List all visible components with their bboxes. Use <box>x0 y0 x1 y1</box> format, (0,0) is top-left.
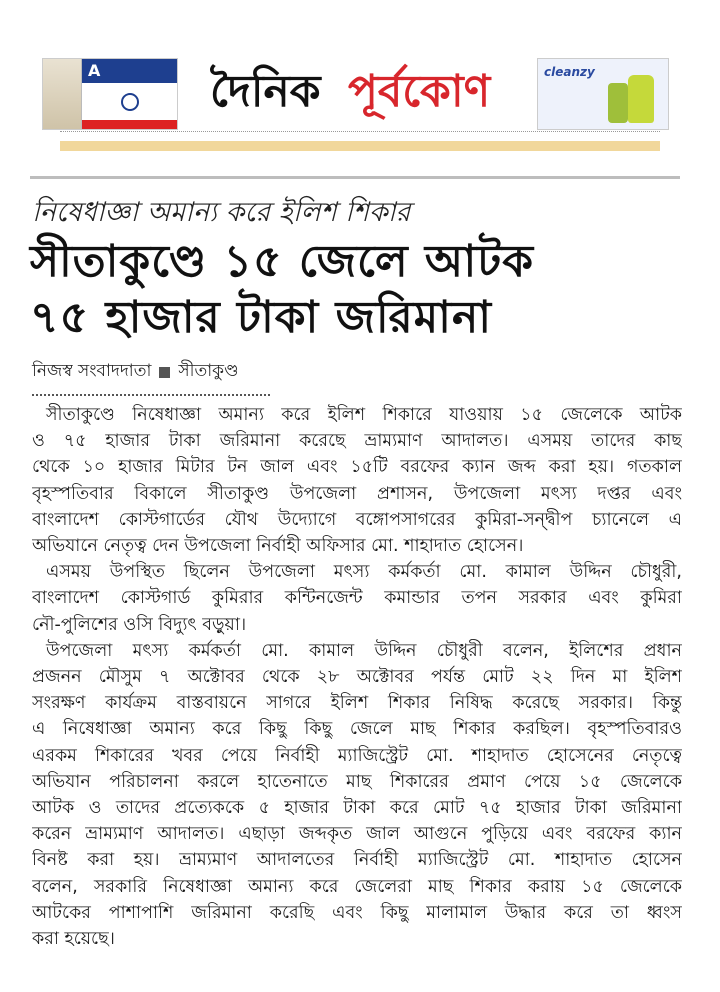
article-kicker: নিষেধাজ্ঞা অমান্য করে ইলিশ শিকার <box>32 197 411 228</box>
ad-footer-strip <box>82 120 177 129</box>
cement-bag-image <box>43 59 82 129</box>
product-bottle-image <box>628 75 654 123</box>
body-line: আটক ও তাদের প্রত্যেককে ৫ হাজার টাকা করে মোট ৭৫ হাজার টাকা জরিমানা <box>32 798 682 819</box>
body-line: বাংলাদেশ কোস্টগার্ড কুমিরার কন্টিনজেন্ট কমান্ডার তপন সরকার এবং কুমিরা <box>32 588 682 609</box>
ad-brand-logo: cleanzy <box>544 65 595 79</box>
body-line: এসময় উপস্থিত ছিলেন উপজেলা মৎস্য কর্মকর্তা মো. কামাল উদ্দিন চৌধুরী, <box>46 562 682 583</box>
article-body <box>32 402 682 952</box>
dotted-divider <box>32 394 270 396</box>
advertisement-left <box>42 58 178 130</box>
body-line: এ নিষেধাজ্ঞা অমান্য করে কিছু কিছু জেলে মাছ শিকার করছিল। বৃহস্পতিবারও <box>32 719 682 740</box>
ad-brand-logo: A <box>82 59 177 83</box>
body-line: উপজেলা মৎস্য কর্মকর্তা মো. কামাল উদ্দিন চৌধুরী বলেন, ইলিশের প্রধান <box>46 640 682 661</box>
product-pack-image <box>608 83 628 123</box>
ad-brand-panel <box>82 59 177 129</box>
byline-location: সীতাকুণ্ড <box>178 361 239 381</box>
body-line: করেন ভ্রাম্যমাণ আদালত। এছাড়া জব্দকৃত জাল আগুনে পুড়িয়ে এবং বরফের ক্যান <box>32 824 682 845</box>
body-line: করা হয়েছে। <box>32 929 115 950</box>
body-line: বলেন, সরকারি নিষেধাজ্ঞা অমান্য করে জেলেরা মাছ শিকার করায় ১৫ জেলেকে <box>32 876 682 897</box>
body-line: ও ৭৫ হাজার টাকা জরিমানা করেছে ভ্রাম্যমাণ আদালত। এসময় তাদের কাছ <box>32 431 682 452</box>
body-line: প্রজনন মৌসুম ৭ অক্টোবর থেকে ২৮ অক্টোবর পর্যন্ত মোট ২২ দিন মা ইলিশ <box>32 667 682 688</box>
byline <box>32 358 238 386</box>
body-line: থেকে ১০ হাজার মিটার টন জাল এবং ১৫টি বরফের ক্যান জব্দ করা হয়। গতকাল <box>32 457 682 478</box>
body-line: অভিযানে নেতৃত্ব দেন উপজেলা নির্বাহী অফিসার মো. শাহাদাত হোসেন। <box>32 536 524 557</box>
body-line: বৃহস্পতিবার বিকালে সীতাকুণ্ড উপজেলা প্রশাসন, উপজেলা মৎস্য দপ্তর এবং <box>32 483 682 504</box>
masthead-info-band <box>60 141 660 151</box>
byline-author: নিজস্ব সংবাদদাতা <box>32 361 152 381</box>
masthead-word-purbokone: পূর্বকোণ <box>348 66 491 117</box>
headline-line-1: সীতাকুণ্ডে ১৫ জেলে আটক <box>30 236 535 287</box>
body-line: আটকের পাশাপাশি জরিমানা করেছি এবং কিছু মালামাল উদ্ধার করে তা ধ্বংস <box>32 902 682 923</box>
headline-line-2: ৭৫ হাজার টাকা জরিমানা <box>30 292 492 343</box>
section-divider <box>30 176 680 179</box>
body-line: সীতাকুণ্ডে নিষেধাজ্ঞা অমান্য করে ইলিশ শিকারে যাওয়ায় ১৫ জেলেকে আটক <box>46 405 682 425</box>
ad-emblem-icon <box>82 83 177 120</box>
square-bullet-icon <box>159 367 170 378</box>
body-line: সংরক্ষণ কার্যক্রম বাস্তবায়নে সাগরে ইলিশ শিকার নিষিদ্ধ করেছে সরকার। কিন্তু <box>32 693 682 714</box>
body-line: নৌ-পুলিশের ওসি বিদ্যুৎ বড়ুয়া। <box>32 614 247 635</box>
body-line: অভিযান পরিচালনা করলে হাতেনাতে মাছ শিকারের প্রমাণ পেয়ে ১৫ জেলেকে <box>32 771 682 792</box>
body-line: বাংলাদেশ কোস্টগার্ডের যৌথ উদ্যোগে বঙ্গোপসাগরের কুমিরা-সন্দ্বীপ চ্যানেলে এ <box>32 509 682 530</box>
body-line: এরকম শিকারের খবর পেয়ে নির্বাহী ম্যাজিস্ট্রেট মো. শাহাদাত হোসেনের নেতৃত্বে <box>32 745 682 766</box>
masthead-word-dainik: দৈনিক <box>210 66 321 117</box>
newspaper-masthead <box>210 54 530 134</box>
dateline-divider <box>60 131 660 136</box>
advertisement-right <box>537 58 669 130</box>
body-line: বিনষ্ট করা হয়। ভ্রাম্যমাণ আদালতের নির্বাহী ম্যাজিস্ট্রেট মো. শাহাদাত হোসেন <box>32 850 682 871</box>
